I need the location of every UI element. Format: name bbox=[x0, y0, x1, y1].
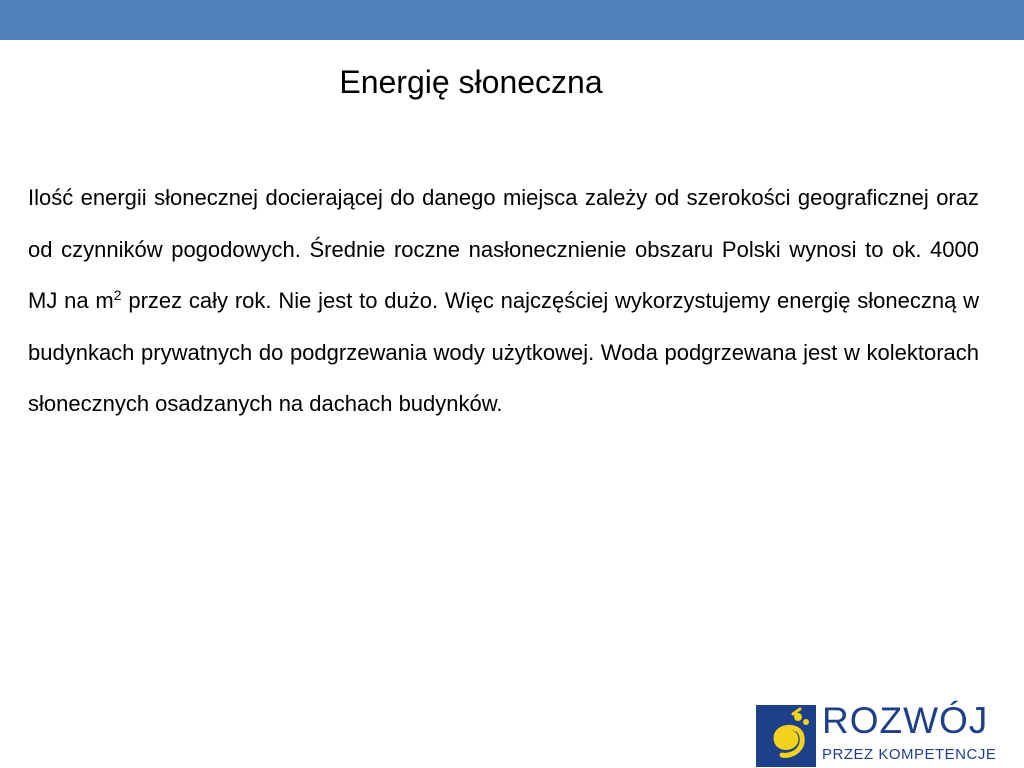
top-bar bbox=[0, 0, 1024, 40]
logo-tagline: PRZEZ KOMPETENCJE bbox=[822, 746, 997, 763]
body-text-part-2: przez cały rok. Nie jest to dużo. Więc najczęściej wykorzystujemy energię słoneczną w budynkach prywatnych do podgrzewania wody użytkowej. Woda podgrzewana jest w kolektorach słonecznych osadzanych na dachach budynków. bbox=[28, 288, 980, 416]
superscript-exponent: 2 bbox=[113, 287, 122, 303]
slide-body-text bbox=[28, 172, 979, 430]
body-text-part-1: Ilość energii słonecznej docierającej do danego miejsca zależy od szerokości geograficznej oraz od czynników pogodowych. Średnie roczne nasłonecznienie obszaru Polski wynosi to ok. 4000 MJ na m bbox=[28, 185, 979, 313]
rozwoj-logo bbox=[756, 700, 1024, 768]
logo-name: ROZWÓJ bbox=[822, 700, 989, 741]
sun-spiral-icon bbox=[756, 705, 816, 767]
slide-title: Energię słoneczna bbox=[339, 64, 603, 100]
